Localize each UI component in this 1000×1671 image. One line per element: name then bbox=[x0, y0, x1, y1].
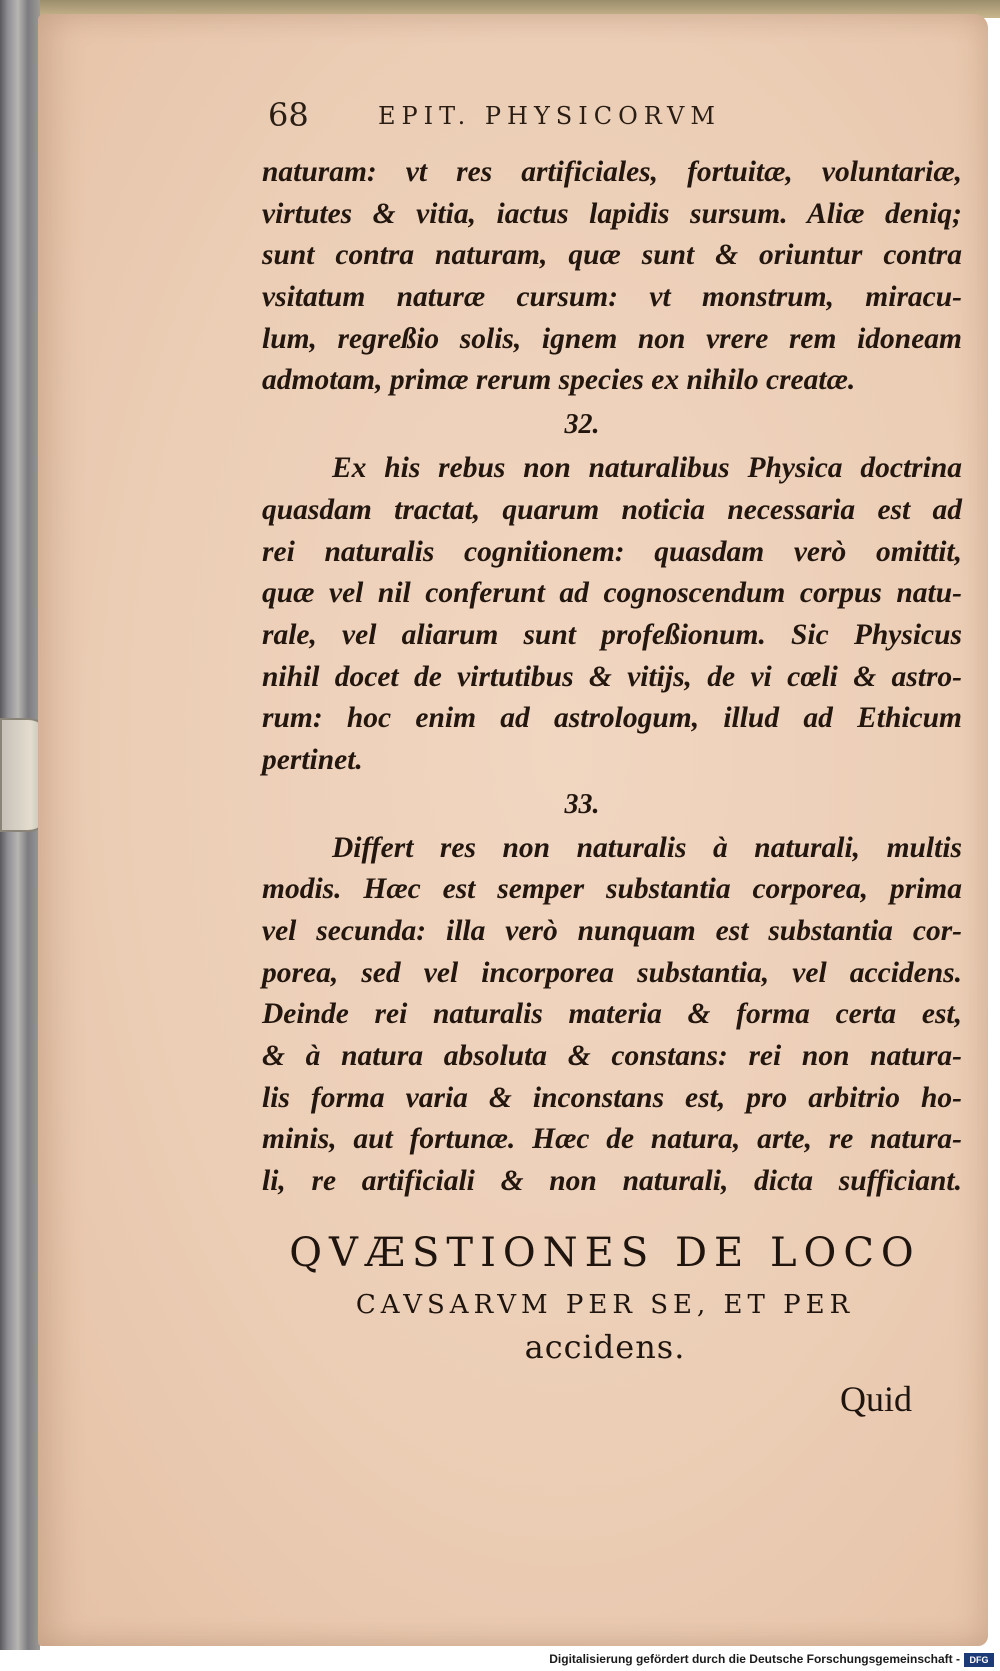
text-line: rale, vel aliarum sunt profeßionum. Sic Physicus bbox=[262, 618, 962, 651]
text-line: lis forma varia & inconstans est, pro arbitrio ho- bbox=[262, 1081, 962, 1114]
text-line: pertinet. bbox=[262, 743, 363, 776]
text-line: quæ vel nil conferunt ad cognoscendum corpus natu- bbox=[262, 577, 962, 610]
running-title: EPIT. PHYSICORVM bbox=[378, 102, 721, 130]
dfg-logo: DFG bbox=[964, 1653, 994, 1667]
page-number: 68 bbox=[268, 96, 309, 134]
text-line: Deinde rei naturalis materia & forma certa est, bbox=[262, 998, 962, 1031]
catchword: Quid bbox=[840, 1379, 912, 1419]
text-line: Ex his rebus non naturalibus Physica doctrina bbox=[332, 452, 962, 485]
text-line: Differt res non naturalis à naturali, multis bbox=[332, 831, 962, 864]
text-line: rei naturalis cognitionem: quasdam verò omittit, bbox=[262, 535, 962, 568]
text-line: vsitatum naturæ cursum: vt monstrum, miracu- bbox=[262, 281, 962, 314]
text-line: naturam: vt res artificiales, fortuitæ, voluntariæ, bbox=[262, 156, 962, 188]
section-number-33: 33. bbox=[564, 788, 600, 820]
text-line: porea, sed vel incorporea substantia, vel accidens. bbox=[262, 956, 962, 989]
text-line: li, re artificiali & non naturali, dicta sufficiant. bbox=[262, 1165, 962, 1198]
text-line: rum: hoc enim ad astrologum, illud ad Ethicum bbox=[262, 702, 962, 735]
book-binding-edge bbox=[0, 0, 40, 1650]
digitization-credit: Digitalisierung gefördert durch die Deutsche Forschungsgemeinschaft - bbox=[549, 1652, 960, 1666]
text-line: vel secunda: illa verò nunquam est substantia cor- bbox=[262, 915, 962, 947]
section-number-32: 32. bbox=[564, 409, 600, 441]
text-line: admotam, primæ rerum species ex nihilo creatæ. bbox=[262, 364, 856, 397]
text-line: quasdam tractat, quarum noticia necessaria est ad bbox=[262, 493, 962, 526]
text-line: modis. Hæc est semper substantia corporea, prima bbox=[262, 873, 962, 906]
section-heading-line-1: QVÆSTIONES DE LOCO bbox=[289, 1230, 921, 1276]
section-heading-line-3: accidens. bbox=[524, 1328, 686, 1366]
running-head bbox=[268, 96, 868, 144]
text-line: & à natura absoluta & constans: rei non natura- bbox=[262, 1040, 962, 1073]
body-text bbox=[262, 152, 962, 1203]
text-line: sunt contra naturam, quæ sunt & oriuntur contra bbox=[262, 239, 962, 272]
section-heading-line-2: CAVSARVM PER SE, ET PER bbox=[355, 1290, 855, 1320]
text-line: minis, aut fortunæ. Hæc de natura, arte, re natura- bbox=[262, 1123, 962, 1156]
text-line: nihil docet de virtutibus & vitijs, de vi cœli & astro- bbox=[262, 660, 962, 693]
text-line: lum, regreßio solis, ignem non vrere rem idoneam bbox=[262, 322, 962, 355]
text-line: virtutes & vitia, iactus lapidis sursum. Aliæ deniq; bbox=[262, 197, 962, 230]
